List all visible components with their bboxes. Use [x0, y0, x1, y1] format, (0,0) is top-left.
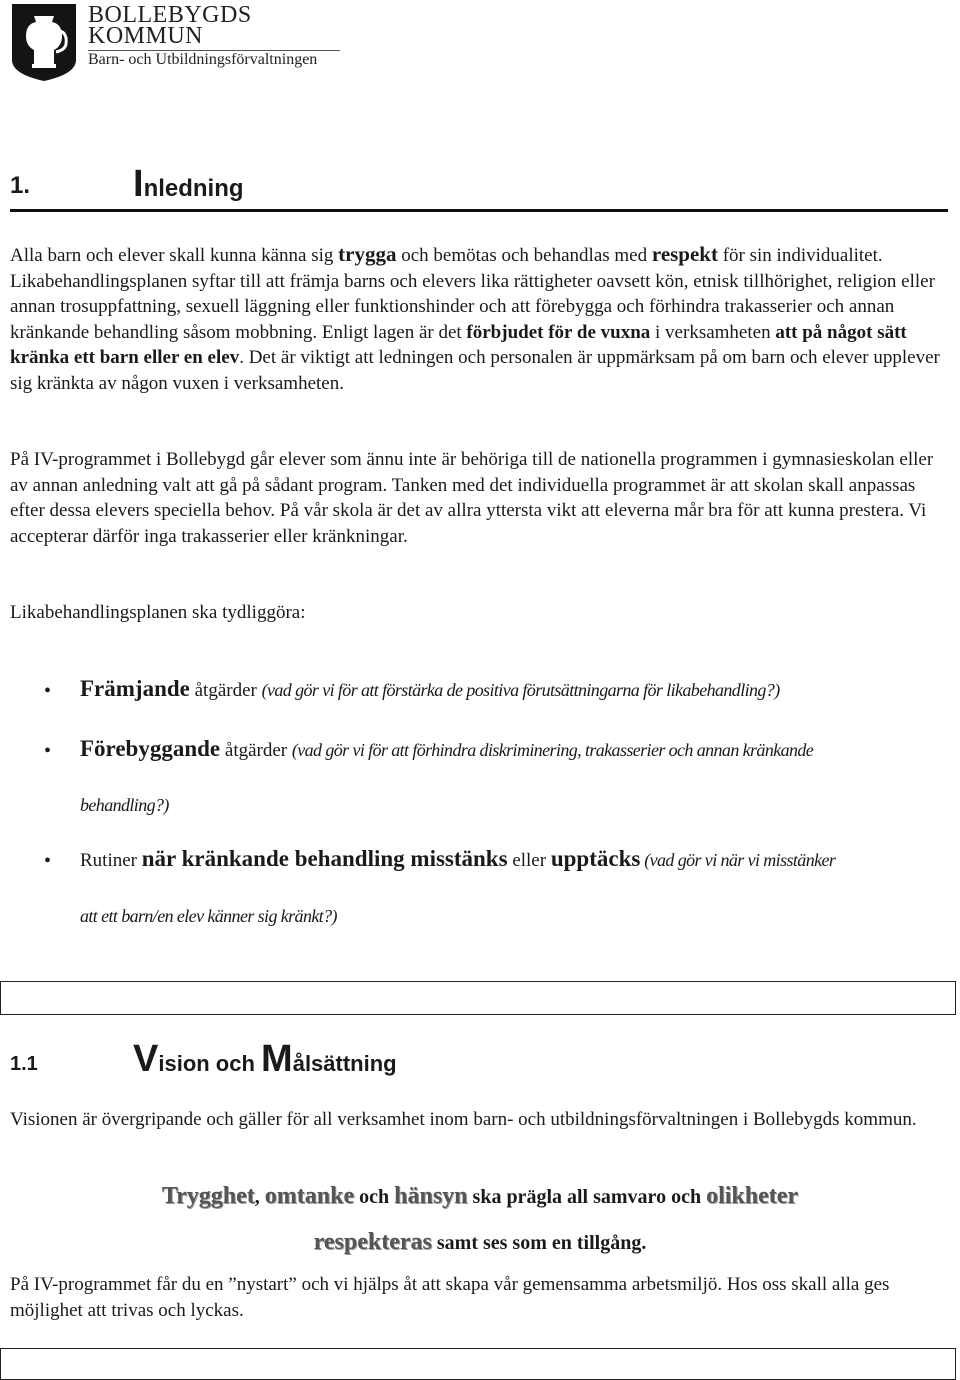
bullet-marker: • [44, 850, 52, 872]
bullet-item-2: Förebyggande åtgärder (vad gör vi för att förhindra diskriminering, trakasserier och annan kränkande [80, 736, 814, 761]
bullet-item-2-continued: behandling?) [80, 795, 169, 815]
bullet-marker: • [44, 680, 52, 702]
vision-statement-line2: respekteras samt ses som en tillgång. [313, 1229, 647, 1255]
empty-frame [0, 981, 956, 1015]
vision-intro-paragraph: Visionen är övergripande och gäller för all verksamhet inom barn- och utbildningsförvaltningen i Bollebygds kommun. [10, 1109, 917, 1130]
department-name: Barn- och Utbildningsförvaltningen [88, 51, 318, 68]
bullet-marker: • [44, 740, 52, 762]
org-name-line1: BOLLEBYGDS [88, 2, 252, 28]
section-number: 1. [10, 172, 31, 199]
plan-intro-paragraph: Likabehandlingsplanen ska tydliggöra: [10, 602, 306, 623]
bullet-item-3-continued: att ett barn/en elev känner sig kränkt?) [80, 906, 337, 926]
bullet-item-3: Rutiner när kränkande behandling misstänks eller upptäcks (vad gör vi när vi misstänker [80, 846, 836, 871]
section-title: Inledning [133, 163, 244, 205]
empty-frame-bottom [0, 1348, 956, 1380]
fresh-start-paragraph: På IV-programmet får du en ”nystart” och vi hjälps åt att skapa vår gemensamma arbetsmiljö. Hos oss skall alla ges möjlighet att trivas och lyckas. [10, 1274, 890, 1321]
iv-program-paragraph: På IV-programmet i Bollebygd går elever som ännu inte är behöriga till de nationella programmen i gymnasieskolan eller av annan anledning valt att gå på sådant program. Tanken med det individuella programmet är att skolan skall anpassas efter dessa elevers speciella behov. På vår skola är det av allra yttersta vikt att eleverna mår bra för att kunna prestera. Vi accepterar därför inga trakasserier eller kränkningar. [10, 449, 934, 547]
vision-statement-line1: Trygghet, omtanke och hänsyn ska prägla all samvaro och olikheter [161, 1183, 799, 1209]
bullet-item-1: Främjande åtgärder (vad gör vi för att förstärka de positiva förutsättningarna för likabehandling?) [80, 676, 780, 701]
subsection-title: Vision och Målsättning [133, 1038, 397, 1080]
subsection-number: 1.1 [10, 1053, 38, 1075]
intro-paragraph: Alla barn och elever skall kunna känna sig trygga och bemötas och behandlas med respekt för sin individualitet. Likabehandlingsplanen syftar till att främja barns och elevers lika rättigheter oavsett kön, etnisk tillhörighet, religion eller annan trosuppfattning, sexuell läggning eller funktionshinder och att förebygga och förhindra trakasserier och annan kränkande behandling såsom mobbning. Enligt lagen är det förbjudet för de vuxna i verksamheten att på något sätt kränka ett barn eller en elev. Det är viktigt att ledningen och personalen är uppmärksam på om barn och elever upplever sig kränkta av någon vuxen i verksamheten. [10, 242, 940, 394]
org-name-line2: KOMMUN [88, 23, 204, 49]
municipality-shield-logo [10, 2, 78, 82]
section-rule [10, 209, 948, 212]
